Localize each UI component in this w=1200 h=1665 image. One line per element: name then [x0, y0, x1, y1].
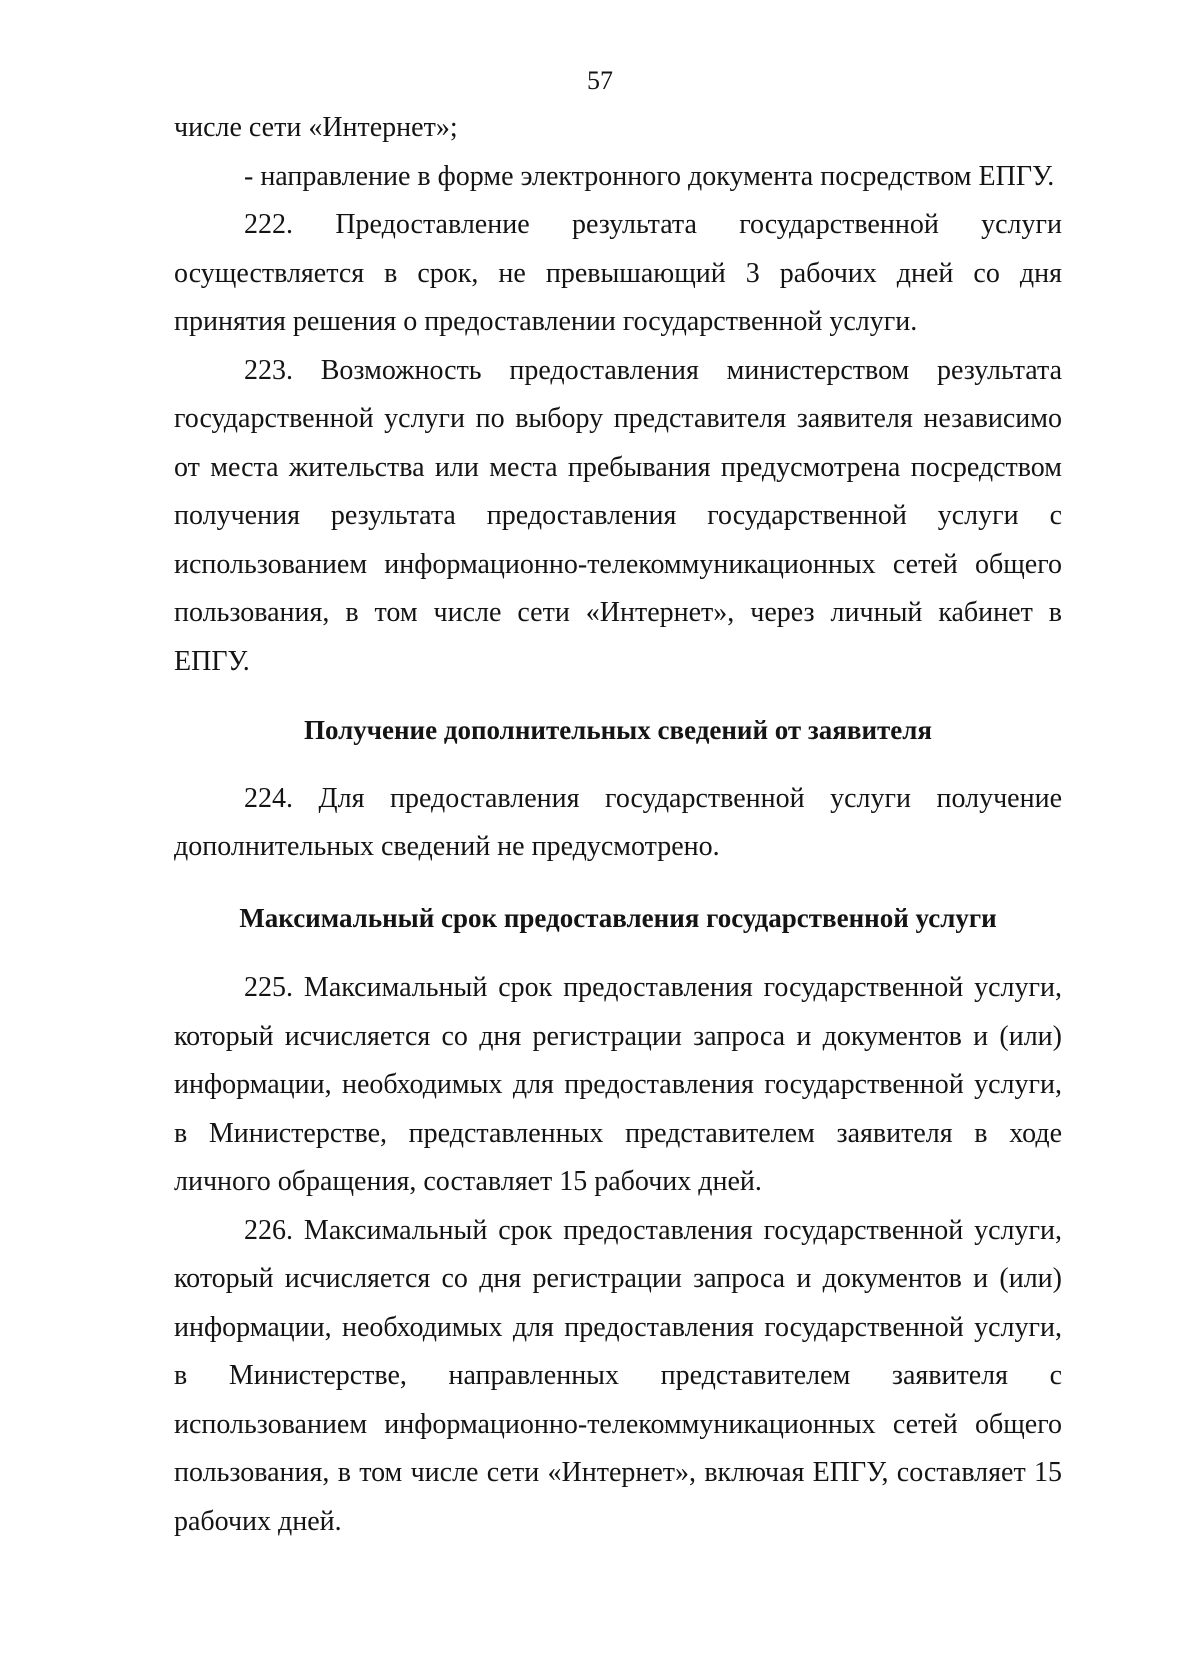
paragraph-epgu-delivery: - направление в форме электронного документа посредством ЕПГУ.: [244, 160, 1055, 192]
paragraph-226: 226. Максимальный срок предоставления государственной услуги, который исчисляется со дня регистрации запроса и документов и (или) информации, необходимых для предоставления государственной услуги, в Министерстве, направленных представителем заявителя с использованием информационно-телекоммуникационных сетей общего пользования, в том числе сети «Интернет», включая ЕПГУ, составляет 15 рабочих дней.: [174, 1214, 1062, 1537]
paragraph-223: 223. Возможность предоставления министерством результата государственной услуги по выбору представителя заявителя независимо от места жительства или места пребывания предусмотрена посредством получения результата предоставления государственной услуги с использованием информационно-телекоммуникационных сетей общего пользования, в том числе сети «Интернет», через личный кабинет в ЕПГУ.: [174, 354, 1062, 677]
section-heading-max-term: Максимальный срок предоставления государственной услуги: [239, 902, 997, 933]
paragraph-continuation: числе сети «Интернет»;: [174, 112, 458, 143]
page-number: 57: [587, 66, 613, 95]
section-heading-additional-info: Получение дополнительных сведений от заявителя: [303, 715, 933, 745]
paragraph-224: 224. Для предоставления государственной услуги получение дополнительных сведений не предусмотрено.: [174, 782, 1062, 862]
document-body: [174, 104, 1062, 1546]
paragraph-225: 225. Максимальный срок предоставления государственной услуги, который исчисляется со дня регистрации запроса и документов и (или) информации, необходимых для предоставления государственной услуги, в Министерстве, представленных представителем заявителя в ходе личного обращения, составляет 15 рабочих дней.: [174, 972, 1062, 1197]
paragraph-222: 222. Предоставление результата государственной услуги осуществляется в срок, не превышающий 3 рабочих дней со дня принятия решения о предоставлении государственной услуги.: [174, 209, 1062, 337]
